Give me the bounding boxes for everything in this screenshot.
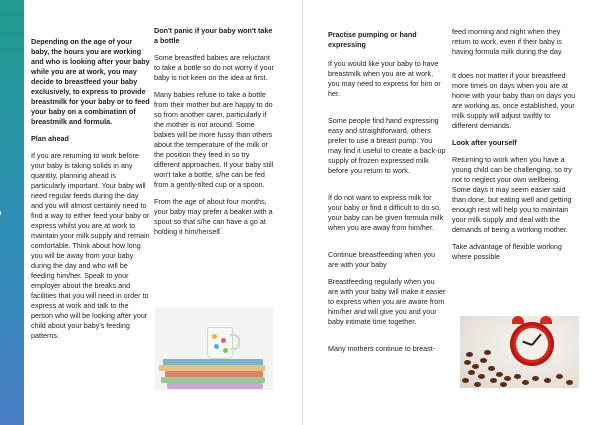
look-after-heading: Look after yourself bbox=[452, 138, 517, 147]
pumping-paragraph-3: If do not want to express milk for your baby or find it difficult to do so, your baby can be given formula milk when you are away from him/her. bbox=[328, 193, 444, 232]
pumping-heading: Practise pumping or hand expressing bbox=[328, 30, 417, 49]
alarm-clock-icon bbox=[510, 322, 554, 366]
flexible-working-text: Take advantage of flexible working where possible bbox=[452, 242, 562, 261]
continue-heading: Continue breastfeeding when you are with your baby bbox=[328, 250, 436, 269]
sidebar-band bbox=[0, 0, 24, 425]
page-fold-divider bbox=[302, 0, 303, 425]
bottle-paragraph-2: Many babies refuse to take a bottle from their mother but are happy to do so from another carer, particularly if the mother is not around. Some babies will be more fussy than others about the temperature of the milk or the position they feed in so try different approaches. If your baby still won't take a bottle, s/he can be fed from a gently-tilted cup or a spoon. bbox=[154, 90, 274, 189]
alarm-clock-coffee-photo bbox=[460, 316, 579, 388]
bottle-paragraph-1: Some breastfed babies are reluctant to take a bottle so do not worry if your baby is not keen on the idea at first. bbox=[154, 53, 274, 82]
breastfeed-times-paragraph: It does not matter if your breastfeed more times on days when you are at home with your baby than on days you are working as, once established, your milk supply will adjust swiftly to different demands. bbox=[452, 71, 576, 130]
look-after-paragraph: Returning to work when you have a young child can be challenging, so try not to neglect your own wellbeing. Some days it may seem easier said than done, but eating well and getting enough rest will help you to maintain your milk supply and deal with the demands of being a working mother. bbox=[452, 155, 572, 234]
column-2 bbox=[154, 26, 274, 244]
pumping-paragraph-2: Some people find hand expressing easy and straightforward, others prefer to use a breast pump. You may find it useful to create a back-up supply of frozen expressed milk before you return to work. bbox=[328, 116, 446, 175]
column-1 bbox=[31, 37, 151, 348]
sidebar-title-text bbox=[0, 149, 3, 295]
books-and-cup-photo bbox=[155, 307, 273, 390]
bottle-paragraph-3: From the age of about four months, your baby may prefer a beaker with a spout so that s/he can have a go at holding it him/herself. bbox=[154, 197, 273, 236]
plan-ahead-heading: Plan ahead bbox=[31, 134, 69, 143]
continue-paragraph: Breastfeeding regularly when you are with your baby will make it easier to express when you are aware from him/her and will give you and your baby intimate time together. bbox=[328, 277, 446, 326]
column-3 bbox=[328, 30, 446, 361]
pumping-paragraph-1: If you would like your baby to have breastmilk when you are at work, you may need to express for him or her. bbox=[328, 59, 441, 98]
continue-paragraph-3: feed morning and night when they return to work, even if their baby is having formula milk during the day. bbox=[452, 27, 563, 56]
bottle-heading: Don't panic if your baby won't take a bottle bbox=[154, 26, 273, 45]
intro-paragraph: Depending on the age of your baby, the hours you are working and who is looking after your baby while you are at work, you may decide to breastfeed your baby exclusively, to express to provide breastmilk for your baby or to feed your baby on a combination of breastmilk and formula. bbox=[31, 37, 150, 126]
plan-ahead-text: If you are returning to work before your baby is taking solids in any quantity, planning ahead is particularly important. Your baby will need regular feeds during the day and you will almost certainly need to find a way to either feed your baby or express whilst you are at work to maintain your milk supply and remain comfortable. Think about how long you will be away from your baby during the day and who will be feeding him/her. Speak to your employer about the breaks and facilities that you will need in order to express at work and talk to the person who will be looking after your child about your baby's feeding patterns. bbox=[31, 151, 150, 340]
column-4 bbox=[452, 27, 578, 269]
continue-paragraph-2: Many mothers continue to breast- bbox=[328, 344, 436, 353]
